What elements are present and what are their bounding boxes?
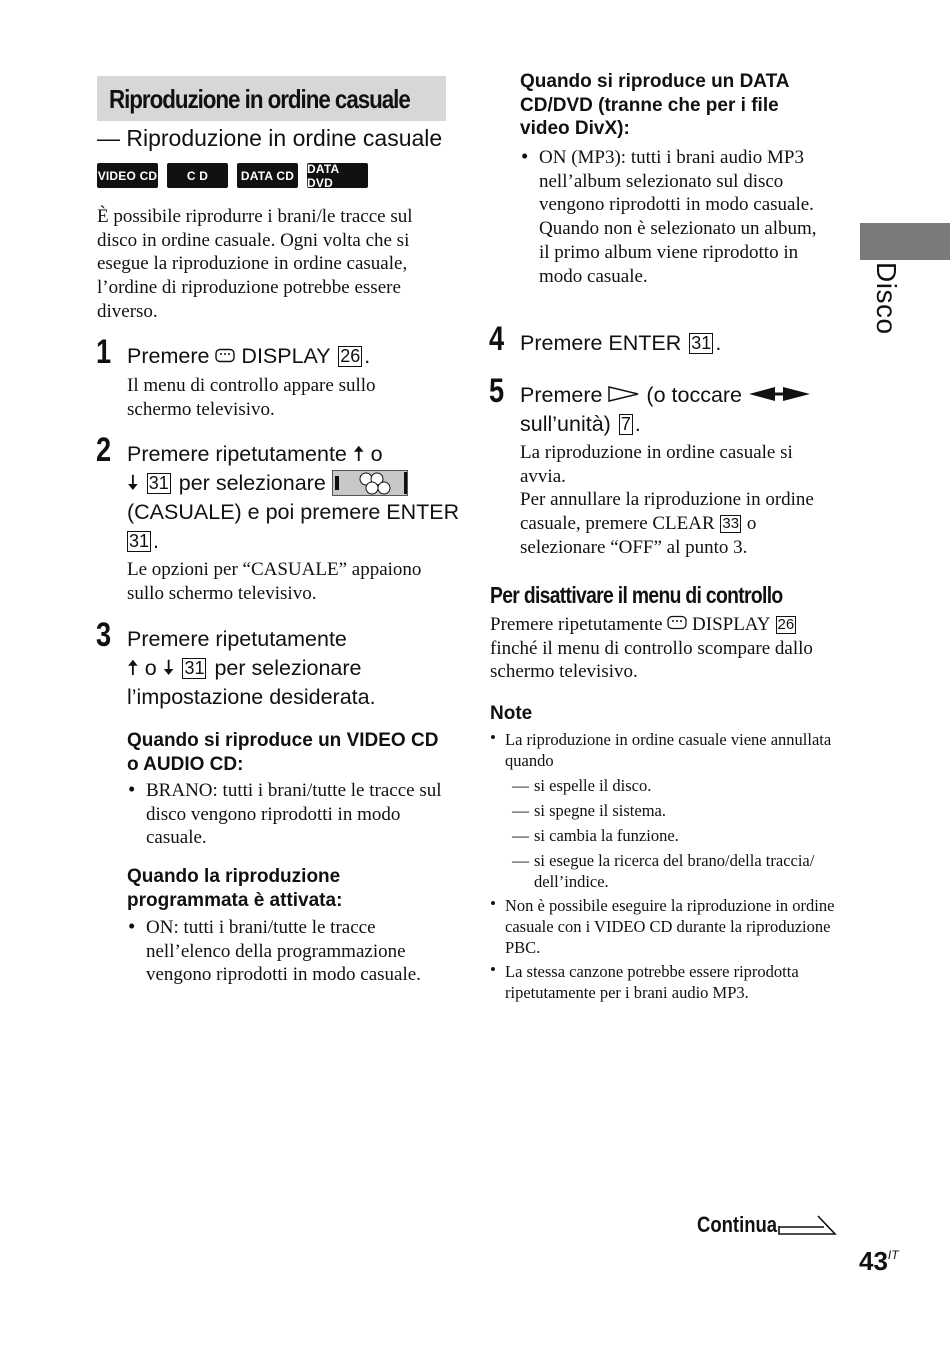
continua-label: Continua	[697, 1212, 778, 1237]
step-5-sub	[520, 441, 830, 560]
section-title: Riproduzione in ordine casuale	[109, 84, 410, 114]
case-data-bullet	[520, 146, 830, 288]
badge-data-dvd: DATA DVD	[307, 163, 368, 188]
disable-ref: 26	[777, 616, 795, 633]
step-3-o: o	[144, 656, 157, 680]
step-1-text-a: Premere	[127, 344, 210, 368]
step-3-line3: l’impostazione desiderata.	[127, 685, 376, 709]
step-3-line2	[127, 654, 361, 683]
step-5-ref: 7	[620, 414, 631, 434]
step-5-sub2-end: o selezionare “OFF” al punto 3.	[520, 513, 757, 558]
play-pause-icon	[748, 385, 812, 403]
step-2-line2	[127, 469, 408, 498]
disable-text-a: Premere ripetutamente	[490, 614, 663, 635]
step-1-end: .	[364, 344, 371, 368]
note-subitem-4: — si esegue la ricerca del brano/della traccia/ dell’indice.	[512, 850, 840, 892]
note-subitem-2: — si spegne il sistema.	[512, 800, 840, 821]
section-title-box	[97, 76, 446, 121]
case-video-cd-list	[127, 779, 447, 850]
step-5-line1	[520, 381, 812, 410]
side-tab-marker	[860, 223, 950, 260]
step-1-number: 1	[96, 333, 111, 371]
step-5-sub1: La riproduzione in ordine casuale si avvia.	[520, 442, 793, 487]
display-button-icon	[667, 615, 687, 631]
step-4-ref: 31	[691, 333, 712, 353]
display-button-icon	[215, 348, 235, 364]
step-1-instruction	[127, 342, 370, 371]
continue-arrow-icon	[778, 1214, 838, 1238]
shuffle-menu-icon	[332, 470, 408, 496]
step-2-line3: (CASUALE) e poi premere ENTER	[127, 500, 460, 524]
page-number-value: 43	[859, 1246, 888, 1276]
step-2-ref: 31	[148, 473, 169, 493]
badge-cd: C D	[167, 163, 228, 188]
case-data-heading: Quando si riproduce un DATA CD/DVD (tranne che per i file video DivX):	[520, 71, 789, 140]
disable-text	[490, 613, 830, 684]
step-4-number: 4	[489, 320, 504, 358]
step-5-line2-text: sull’unità)	[520, 412, 611, 436]
disable-text-b: DISPLAY	[692, 614, 770, 635]
step-3-line1: Premere ripetutamente	[127, 627, 347, 651]
step-3-ref: 31	[184, 658, 205, 678]
play-icon	[608, 385, 640, 403]
note-item-2: • Non è possibile eseguire la riproduzione in ordine casuale con i VIDEO CD durante la riproduzione PBC.	[490, 895, 840, 958]
note-sublist	[512, 775, 840, 892]
case-data-bullet-text: ON (MP3): tutti i brani audio MP3 nell’album selezionato sul disco vengono riprodotti in modo casuale.	[539, 147, 814, 216]
step-1-text-b: DISPLAY	[241, 344, 331, 368]
step-1-ref: 26	[340, 346, 361, 366]
page-suffix: IT	[887, 1248, 899, 1262]
step-5-text-b: (o toccare	[646, 383, 743, 407]
step-5-text-a: Premere	[520, 383, 603, 407]
step-5-end: .	[634, 412, 641, 436]
step-2-sub: Le opzioni per “CASUALE” appaiono sullo schermo televisivo.	[127, 559, 422, 604]
case-programmed-bullet: • ON: tutti i brani/tutte le tracce nell’elenco della programmazione vengono riprodotti in modo casuale.	[127, 916, 437, 987]
arrow-up-icon: 🠅	[127, 656, 139, 680]
step-5-sub2: Per annullare la riproduzione in ordine casuale, premere CLEAR	[520, 489, 814, 535]
step-1-sub: Il menu di controllo appare sullo schermo televisivo.	[127, 375, 376, 420]
case-programmed-heading: Quando la riproduzione programmata è attivata:	[127, 866, 343, 911]
case-video-cd-heading: Quando si riproduce un VIDEO CD o AUDIO CD:	[127, 730, 439, 775]
disable-heading: Per disattivare il menu di controllo	[490, 582, 783, 608]
note-item-1	[490, 729, 840, 892]
disable-text-c: finché il menu di controllo scompare dallo schermo televisivo.	[490, 637, 813, 683]
note-subitem-3: — si cambia la funzione.	[512, 825, 840, 846]
case-video-cd-bullet: • BRANO: tutti i brani/tutte le tracce sul disco vengono riprodotti in modo casuale.	[127, 779, 447, 850]
page-number	[859, 1246, 899, 1277]
intro-text: È possibile riprodurre i brani/le tracce sul disco in ordine casuale. Ogni volta che si esegue la riproduzione in ordine casuale, l’ordine di riproduzione potrebbe essere diverso.	[97, 206, 413, 322]
step-2-line1	[127, 440, 383, 469]
note-item-1-text: La riproduzione in ordine casuale viene annullata quando	[505, 730, 832, 770]
step-2-end: .	[153, 529, 160, 553]
step-3-number: 3	[96, 616, 111, 654]
step-5-line2	[520, 410, 641, 439]
step-2-line4	[127, 527, 159, 556]
case-data-bullet-extra: Quando non è selezionato un album, il primo album viene riprodotto in modo casuale.	[539, 218, 817, 287]
step-4-text: Premere ENTER	[520, 331, 682, 355]
note-list	[490, 729, 840, 1003]
step-5-ref2: 33	[722, 515, 740, 533]
case-programmed-list	[127, 916, 437, 987]
step-2-line1-text: Premere ripetutamente	[127, 442, 347, 466]
badge-video-cd: VIDEO CD	[97, 163, 158, 188]
section-subtitle: — Riproduzione in ordine casuale	[97, 125, 443, 151]
badge-data-cd: DATA CD	[237, 163, 298, 188]
arrow-down-icon: 🠇	[162, 656, 175, 680]
step-2-per-selezionare: per selezionare	[178, 471, 326, 495]
arrow-up-icon: 🠅	[352, 442, 365, 466]
step-2-number: 2	[96, 431, 111, 469]
note-item-3: • La stessa canzone potrebbe essere riprodotta ripetutamente per i brani audio MP3.	[490, 961, 840, 1003]
step-5-number: 5	[489, 372, 504, 410]
note-heading: Note	[490, 703, 533, 724]
step-4-end: .	[715, 331, 722, 355]
step-2-o: o	[370, 442, 383, 466]
case-data-list	[520, 146, 830, 288]
note-subitem-1: — si espelle il disco.	[512, 775, 840, 796]
arrow-down-icon: 🠇	[127, 471, 139, 495]
step-4-instruction	[520, 329, 721, 358]
step-2-ref2: 31	[129, 531, 150, 551]
step-3-per-selezionare: per selezionare	[214, 656, 362, 680]
side-tab-label: Disco	[871, 262, 902, 335]
